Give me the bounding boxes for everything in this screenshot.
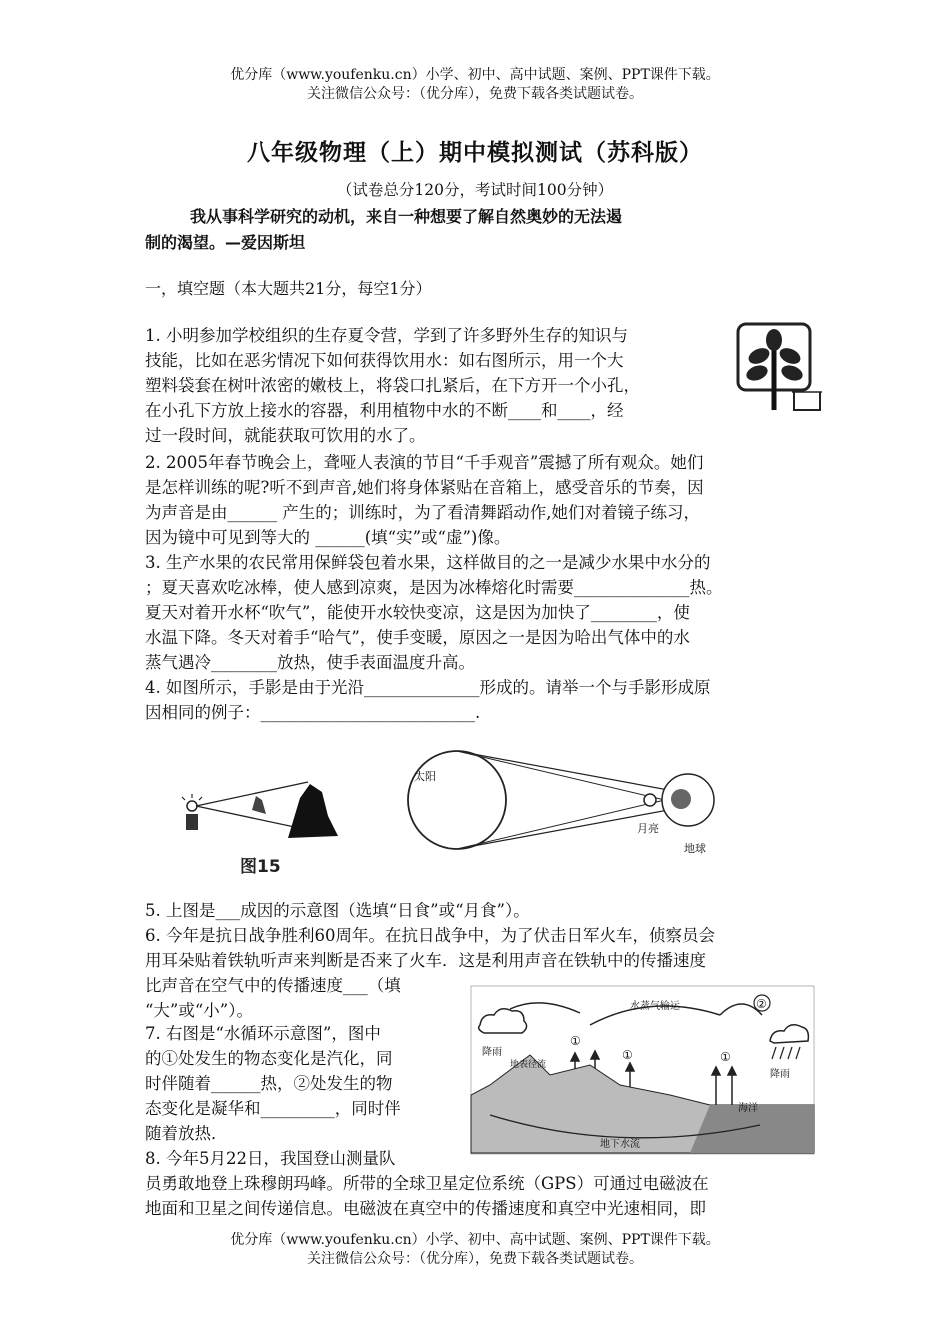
question-5 (145, 898, 530, 923)
header-line-2: 关注微信公众号：（优分库），免费下载各类试题试卷。 (307, 86, 643, 102)
sun-label: 太阳 (414, 770, 436, 783)
q4-line: 因相同的例子：__________________________. (145, 703, 481, 722)
water-container (794, 392, 820, 410)
rain-right-label: 降雨 (770, 1069, 790, 1080)
question-4 (145, 675, 711, 725)
quote-line-2: 制的渴望。—爱因斯坦 (145, 233, 306, 252)
question-8 (145, 1146, 709, 1221)
leaf (779, 363, 804, 384)
plant-bag-figure (732, 318, 827, 416)
mark-1-label: ① (622, 1048, 633, 1062)
q2-line: 为声音是由______ 产生的；训练时，为了看清舞蹈动作,她们对着镜子练习， (145, 503, 700, 522)
q7-line: 的①处发生的物态变化是汽化，同 (145, 1049, 393, 1068)
question-1 (145, 323, 640, 448)
q1-line: 1. 小明参加学校组织的生存夏令营，学到了许多野外生存的知识与 (145, 326, 628, 345)
q3-line: 3. 生产水果的农民常用保鲜袋包着水果，这样做目的之一是减少水果中水分的 (145, 553, 711, 572)
hand-shadow-figure (178, 776, 363, 880)
hand-icon (252, 796, 266, 814)
question-3 (145, 550, 723, 675)
water-cycle-figure (470, 985, 815, 1155)
shadow-region (671, 789, 691, 809)
lamp-stand (186, 814, 198, 830)
q4-line: 4. 如图所示，手影是由于光沿______________形成的。请举一个与手影形成原 (145, 678, 711, 697)
moon-label: 月亮 (637, 822, 659, 835)
q3-line: 蒸气遇冷________放热，使手表面温度升高。 (145, 653, 475, 672)
leaf (777, 345, 803, 367)
q1-line: 过一段时间，就能获取可饮用的水了。 (145, 426, 426, 445)
q5-line: 5. 上图是___成因的示意图（选填“日食”或“月食”）。 (145, 901, 530, 920)
mark-1-label: ① (570, 1034, 581, 1048)
section-title: 一，填空题（本大题共21分，每空1分） (145, 279, 432, 298)
leaf (744, 363, 769, 384)
rain-left-label: 降雨 (482, 1047, 502, 1058)
q8-line: 员勇敢地登上珠穆朗玛峰。所带的全球卫星定位系统（GPS）可通过电磁波在 (145, 1174, 709, 1193)
mark-1-label: ① (720, 1050, 731, 1064)
leaf (766, 329, 782, 351)
q1-line: 塑料袋套在树叶浓密的嫩枝上，将袋口扎紧后，在下方开一个小孔， (145, 376, 640, 395)
page-title: 八年级物理（上）期中模拟测试（苏科版） (247, 139, 703, 166)
eclipse-figure (400, 742, 725, 858)
moon-circle (644, 794, 656, 806)
question-2 (145, 450, 704, 550)
sun-circle (408, 751, 506, 849)
leaf (746, 345, 772, 367)
q2-line: 因为镜中可见到等大的 ______(填“实”或“虚”)像。 (145, 528, 511, 547)
groundwater-label: 地下水流 (600, 1139, 640, 1150)
q7-line: 态变化是凝华和_________，同时伴 (145, 1099, 401, 1118)
mark-2-label: ② (756, 997, 767, 1011)
vapor-transport-label: 水蒸气输运 (630, 1001, 680, 1012)
earth-label: 地球 (684, 842, 706, 855)
page-subtitle: （试卷总分120分，考试时间100分钟） (336, 181, 614, 199)
q2-line: 2. 2005年春节晚会上，聋哑人表演的节目“千手观音”震撼了所有观众。她们 (145, 453, 704, 472)
q1-line: 技能，比如在恶劣情况下如何获得饮用水：如右图所示，用一个大 (145, 351, 624, 370)
q7-line: 7. 右图是“水循环示意图”，图中 (145, 1024, 381, 1043)
lamp-icon (187, 801, 197, 811)
ocean-label: 海洋 (738, 1103, 758, 1114)
runoff-label: 地表径流 (510, 1060, 547, 1070)
q7-line: 随着放热． (145, 1124, 228, 1143)
light-ray (196, 782, 308, 806)
quote-line-1: 我从事科学研究的动机，来自一种想要了解自然奥妙的无法遏 (190, 207, 623, 226)
question-7 (145, 1021, 401, 1146)
q8-line: 地面和卫星之间传递信息。电磁波在真空中的传播速度和真空中光速相同，即 (145, 1199, 706, 1218)
q8-line: 8. 今年5月22日，我国登山测量队 (145, 1149, 396, 1168)
footer-line-1: 优分库（www.youfenku.cn）小学、初中、高中试题、案例、PPT课件下载。 (230, 1232, 720, 1248)
q6-line: 比声音在空气中的传播速度___（填 (145, 976, 401, 995)
q3-line: 夏天对着开水杯“吹气”，能使开水较快变凉，这是因为加快了________，使 (145, 603, 690, 622)
q6-line: 用耳朵贴着铁轨听声来判断是否来了火车．这是利用声音在铁轨中的传播速度 (145, 951, 706, 970)
q6-line: 6. 今年是抗日战争胜利60周年。在抗日战争中，为了伏击日军火车，侦察员会 (145, 926, 715, 945)
q6-line: “大”或“小”）。 (145, 1001, 253, 1020)
q3-line: 水温下降。冬天对着手“哈气”，使手变暖，原因之一是因为哈出气体中的水 (145, 628, 690, 647)
q1-line: 在小孔下方放上接水的容器，利用植物中水的不断____和____，经 (145, 401, 624, 420)
q7-line: 时伴随着______热，②处发生的物 (145, 1074, 393, 1093)
footer-line-2: 关注微信公众号：（优分库），免费下载各类试题试卷。 (307, 1251, 643, 1267)
q2-line: 是怎样训练的呢?听不到声音,她们将身体紧贴在音箱上，感受音乐的节奏，因 (145, 478, 704, 497)
q3-line: ；夏天喜欢吃冰棒，使人感到凉爽，是因为冰棒熔化时需要______________热。 (145, 578, 723, 597)
header-line-1: 优分库（www.youfenku.cn）小学、初中、高中试题、案例、PPT课件下载。 (230, 67, 720, 83)
shadow-shape (288, 784, 338, 838)
figure-15-label: 图15 (240, 857, 281, 877)
